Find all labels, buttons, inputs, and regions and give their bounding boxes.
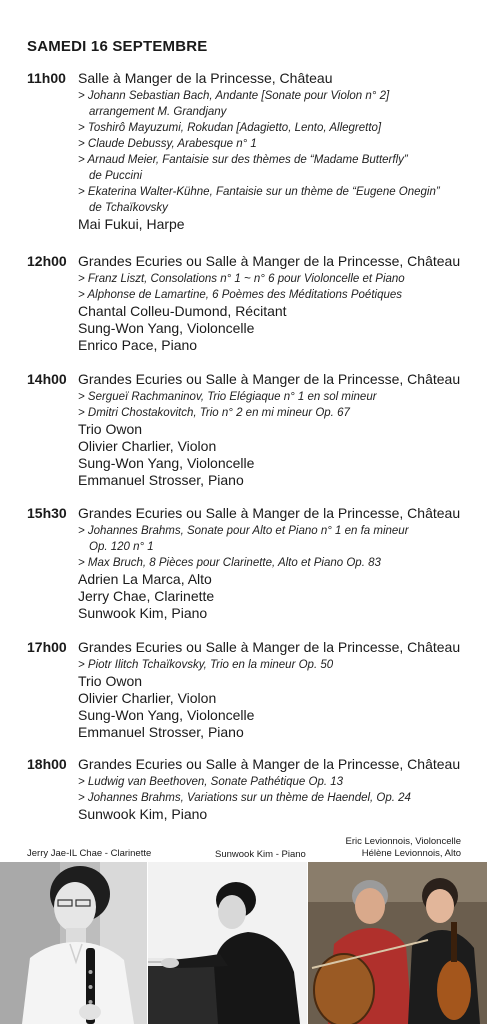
performer: Jerry Chae, Clarinette	[78, 588, 215, 604]
performer: Chantal Colleu-Dumond, Récitant	[78, 303, 287, 319]
performer: Trio Owon	[78, 421, 143, 437]
caption-duo-line1: Eric Levionnois, Violoncelle	[345, 836, 461, 847]
caption-duo-line2: Hélène Levionnois, Alto	[361, 848, 461, 859]
work-item: > Johannes Brahms, Sonate pour Alto et Piano n° 1 en fa mineur	[78, 525, 409, 537]
work-item: > Alphonse de Lamartine, 6 Poèmes des Méditations Poétiques	[78, 289, 403, 301]
photo-strip	[0, 862, 487, 1024]
work-list	[78, 523, 473, 571]
performer: Sung-Won Yang, Violoncelle	[78, 707, 255, 723]
work-item: > Piotr Ilitch Tchaïkovsky, Trio en la mineur Op. 50	[78, 659, 334, 671]
performer: Sunwook Kim, Piano	[78, 806, 208, 822]
work-item: > Sergueï Rachmaninov, Trio Elégiaque n° 1 en sol mineur	[78, 391, 377, 403]
work-item-continuation: arrangement M. Grandjany	[89, 106, 227, 118]
event-time: 17h00	[27, 639, 67, 655]
event-details	[78, 371, 473, 489]
work-item-continuation: de Tchaïkovsky	[89, 202, 168, 214]
work-item: > Max Bruch, 8 Pièces pour Clarinette, Alto et Piano Op. 83	[78, 557, 381, 569]
work-list	[78, 657, 473, 673]
work-item: > Dmitri Chostakovitch, Trio n° 2 en mi mineur Op. 67	[78, 407, 350, 419]
work-list	[78, 88, 473, 216]
duo-photo	[308, 862, 487, 1024]
work-item-continuation: Op. 120 n° 1	[89, 541, 154, 553]
event-venue: Grandes Ecuries ou Salle à Manger de la Princesse, Château	[78, 253, 461, 269]
work-item: > Franz Liszt, Consolations n° 1 ~ n° 6 pour Violoncelle et Piano	[78, 273, 405, 285]
performer: Olivier Charlier, Violon	[78, 438, 217, 454]
caption-clarinettist: Jerry Jae-IL Chae - Clarinette	[27, 848, 152, 859]
event-venue: Salle à Manger de la Princesse, Château	[78, 70, 333, 86]
work-item: > Claude Debussy, Arabesque n° 1	[78, 138, 257, 150]
work-item: > Johannes Brahms, Variations sur un thème de Haendel, Op. 24	[78, 792, 411, 804]
caption-pianist: Sunwook Kim - Piano	[215, 849, 306, 860]
performer: Sung-Won Yang, Violoncelle	[78, 455, 255, 471]
work-item: > Ludwig van Beethoven, Sonate Pathétique Op. 13	[78, 776, 344, 788]
event-venue: Grandes Ecuries ou Salle à Manger de la Princesse, Château	[78, 505, 461, 521]
event-venue: Grandes Ecuries ou Salle à Manger de la Princesse, Château	[78, 639, 461, 655]
performer: Sunwook Kim, Piano	[78, 605, 208, 621]
work-item: > Ekaterina Walter-Kühne, Fantaisie sur un thème de “Eugene Onegin”	[78, 186, 440, 198]
work-item: > Toshirô Mayuzumi, Rokudan [Adagietto, Lento, Allegretto]	[78, 122, 382, 134]
clarinettist-photo	[0, 862, 147, 1024]
work-list	[78, 774, 473, 806]
event-details	[78, 505, 473, 622]
performer: Emmanuel Strosser, Piano	[78, 724, 244, 740]
photo-captions	[0, 834, 487, 862]
work-item: > Johann Sebastian Bach, Andante [Sonate pour Violon n° 2]	[78, 90, 390, 102]
work-item: > Arnaud Meier, Fantaisie sur des thèmes de “Madame Butterfly”	[78, 154, 408, 166]
event-time: 15h30	[27, 505, 67, 521]
performer: Emmanuel Strosser, Piano	[78, 472, 244, 488]
pianist-photo	[148, 862, 307, 1024]
event-time: 12h00	[27, 253, 67, 269]
event-time: 14h00	[27, 371, 67, 387]
event-details	[78, 253, 473, 354]
performer: Enrico Pace, Piano	[78, 337, 198, 353]
event-time: 11h00	[27, 70, 66, 86]
performer: Mai Fukui, Harpe	[78, 216, 185, 232]
event-details	[78, 639, 473, 741]
work-item-continuation: de Puccini	[89, 170, 143, 182]
performer: Sung-Won Yang, Violoncelle	[78, 320, 255, 336]
performer: Olivier Charlier, Violon	[78, 690, 217, 706]
event-venue: Grandes Ecuries ou Salle à Manger de la Princesse, Château	[78, 371, 461, 387]
event-details	[78, 70, 473, 233]
event-time: 18h00	[27, 756, 67, 772]
work-list	[78, 271, 473, 303]
event-details	[78, 756, 473, 823]
work-list	[78, 389, 473, 421]
event-venue: Grandes Ecuries ou Salle à Manger de la Princesse, Château	[78, 756, 461, 772]
day-title: SAMEDI 16 SEPTEMBRE	[27, 38, 208, 55]
performer: Adrien La Marca, Alto	[78, 571, 212, 587]
performer: Trio Owon	[78, 673, 143, 689]
